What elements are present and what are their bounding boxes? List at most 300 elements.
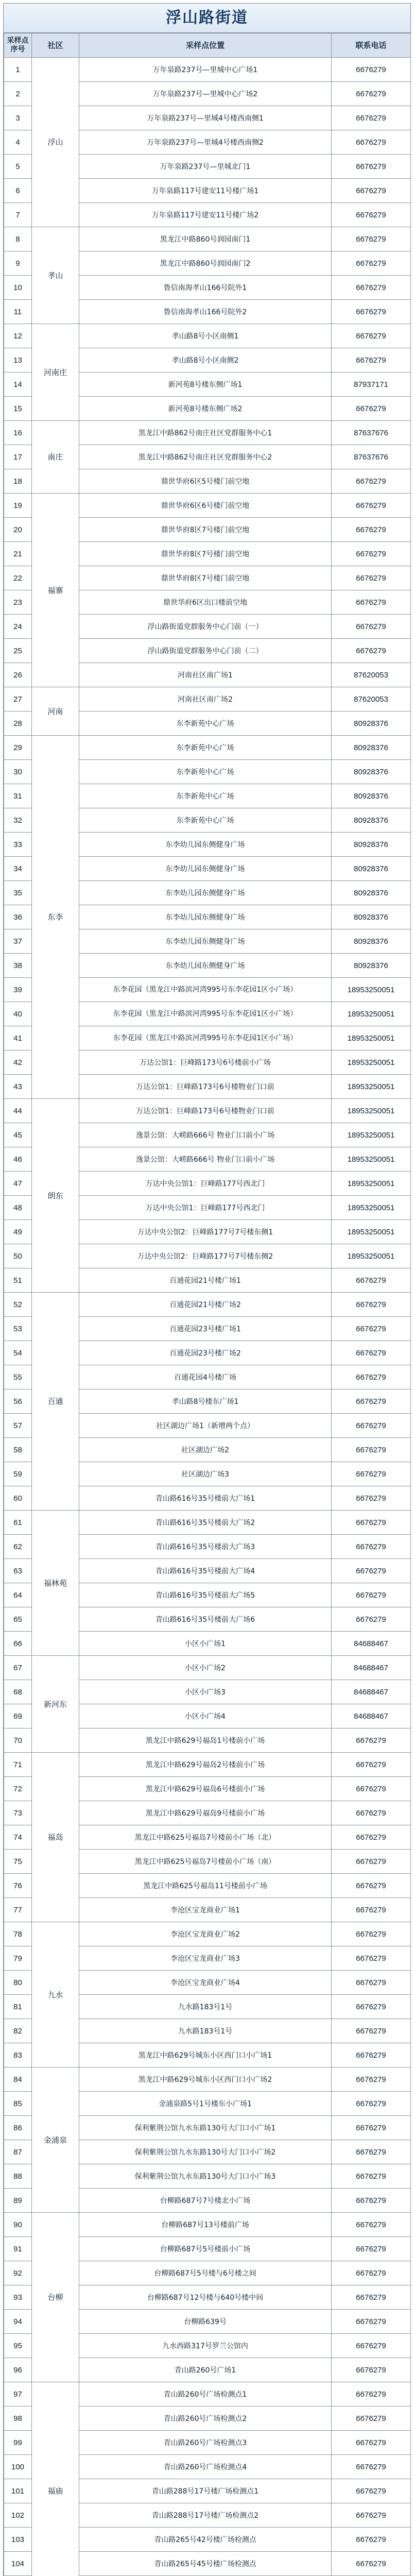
phone-cell: 18953250051 (332, 1196, 411, 1220)
phone-cell: 80928376 (332, 881, 411, 905)
location-cell: 黑龙江中路625号福岛11号楼前小广场 (79, 1874, 332, 1898)
row-number: 42 (4, 1050, 32, 1075)
row-number: 50 (4, 1244, 32, 1268)
location-cell: 百通花园23号楼广场2 (79, 1341, 332, 1365)
row-number: 20 (4, 518, 32, 542)
notice-page (3, 3, 411, 2576)
community-cell: 台柳 (32, 2213, 79, 2382)
row-number: 31 (4, 784, 32, 808)
row-number: 34 (4, 857, 32, 881)
phone-cell: 6676279 (332, 397, 411, 421)
row-number: 7 (4, 203, 32, 227)
location-cell: 李沧区宝龙商业广场3 (79, 1946, 332, 1971)
header-location: 采样点位置 (79, 33, 332, 58)
row-number: 59 (4, 1462, 32, 1486)
phone-cell: 6676279 (332, 1825, 411, 1850)
phone-cell: 6676279 (332, 1341, 411, 1365)
location-cell: 孝山路8号小区南侧1 (79, 324, 332, 348)
header-community: 社区 (32, 33, 79, 58)
row-number: 81 (4, 1995, 32, 2019)
location-cell: 小区小广场4 (79, 1704, 332, 1728)
location-cell: 保利紫荆公馆九水东路130号大门口小广场1 (79, 2116, 332, 2140)
phone-cell: 6676279 (332, 615, 411, 639)
table-row (4, 421, 411, 445)
phone-cell: 6676279 (332, 2503, 411, 2528)
row-number: 94 (4, 2310, 32, 2334)
row-number: 32 (4, 808, 32, 833)
location-cell: 万达中央公馆2：巨峰路177号7号楼东侧2 (79, 1244, 332, 1268)
row-number: 6 (4, 179, 32, 203)
phone-cell: 18953250051 (332, 1220, 411, 1244)
row-number: 16 (4, 421, 32, 445)
location-cell: 青山路616号35号楼前大广场5 (79, 1583, 332, 1607)
row-number: 48 (4, 1196, 32, 1220)
location-cell: 鼎世华府6区出口楼前空地 (79, 590, 332, 615)
phone-cell: 80928376 (332, 929, 411, 954)
phone-cell: 6676279 (332, 179, 411, 203)
phone-cell: 80928376 (332, 833, 411, 857)
row-number: 85 (4, 2092, 32, 2116)
phone-cell: 80928376 (332, 954, 411, 978)
community-cell: 金浦泉 (32, 2067, 79, 2213)
row-number: 104 (4, 2552, 32, 2576)
row-number: 58 (4, 1438, 32, 1462)
phone-cell: 6676279 (332, 1971, 411, 1995)
row-number: 25 (4, 639, 32, 663)
location-cell: 东李花园（黑龙江中路滨河湾995号东李花园1区小广场） (79, 1026, 332, 1050)
location-cell: 台柳路687号5号楼前小广场 (79, 2237, 332, 2261)
row-number: 52 (4, 1293, 32, 1317)
phone-cell: 6676279 (332, 2334, 411, 2358)
location-cell: 万达中央公馆1：巨峰路177号西北门 (79, 1196, 332, 1220)
row-number: 63 (4, 1559, 32, 1583)
row-number: 15 (4, 397, 32, 421)
location-cell: 小区小广场3 (79, 1680, 332, 1704)
row-number: 26 (4, 663, 32, 687)
phone-cell: 18953250051 (332, 978, 411, 1002)
row-number: 53 (4, 1317, 32, 1341)
phone-cell: 6676279 (332, 2528, 411, 2552)
header-phone: 联系电话 (332, 33, 411, 58)
row-number: 41 (4, 1026, 32, 1050)
row-number: 80 (4, 1971, 32, 1995)
table-row (4, 1656, 411, 1680)
location-cell: 黑龙江中路625号福岛7号楼前小广场（南） (79, 1850, 332, 1874)
phone-cell: 6676279 (332, 1728, 411, 1753)
phone-cell: 6676279 (332, 2261, 411, 2285)
location-cell: 东李花园（黑龙江中路滨河湾995号东李花园1区小广场） (79, 978, 332, 1002)
phone-cell: 84688467 (332, 1704, 411, 1728)
phone-cell: 6676279 (332, 469, 411, 494)
phone-cell: 6676279 (332, 348, 411, 372)
phone-cell: 87620053 (332, 687, 411, 711)
phone-cell: 6676279 (332, 1583, 411, 1607)
location-cell: 万达中央公馆2：巨峰路177号7号楼东侧1 (79, 1220, 332, 1244)
phone-cell: 6676279 (332, 155, 411, 179)
row-number: 84 (4, 2067, 32, 2092)
row-number: 21 (4, 542, 32, 566)
location-cell: 青山路616号35号楼前大广场3 (79, 1535, 332, 1559)
table-row (4, 2213, 411, 2237)
table-row (4, 324, 411, 348)
location-cell: 万年泉路237号—里城北门1 (79, 155, 332, 179)
community-cell: 朗东 (32, 1099, 79, 1293)
phone-cell: 6676279 (332, 1414, 411, 1438)
row-number: 71 (4, 1753, 32, 1777)
location-cell: 九水路183号1号 (79, 2019, 332, 2043)
location-cell: 李沧区宝龙商业广场1 (79, 1898, 332, 1922)
phone-cell: 87637676 (332, 445, 411, 469)
location-cell: 黑龙江中路629号城东小区西门口小广场1 (79, 2043, 332, 2067)
location-cell: 万年泉路117号建安11号楼广场2 (79, 203, 332, 227)
row-number: 60 (4, 1486, 32, 1511)
phone-cell: 6676279 (332, 2479, 411, 2503)
location-cell: 保利紫荆公馆九水东路130号大门口小广场3 (79, 2164, 332, 2189)
phone-cell: 87637676 (332, 421, 411, 445)
row-number: 17 (4, 445, 32, 469)
row-number: 102 (4, 2503, 32, 2528)
phone-cell: 6676279 (332, 1486, 411, 1511)
location-cell: 青山路260号广场检测点4 (79, 2455, 332, 2479)
location-cell: 百通花园23号楼广场1 (79, 1317, 332, 1341)
phone-cell: 18953250051 (332, 1244, 411, 1268)
location-cell: 万年泉路237号—里城中心广场2 (79, 82, 332, 106)
location-cell: 台柳路687号5号楼与6号楼之间 (79, 2261, 332, 2285)
location-cell: 东李新苑中心广场 (79, 784, 332, 808)
row-number: 37 (4, 929, 32, 954)
phone-cell: 6676279 (332, 1946, 411, 1971)
phone-cell: 6676279 (332, 1511, 411, 1535)
phone-cell: 6676279 (332, 1607, 411, 1632)
phone-cell: 6676279 (332, 2455, 411, 2479)
phone-cell: 80928376 (332, 760, 411, 784)
community-cell: 东李 (32, 736, 79, 1099)
table-row (4, 1922, 411, 1946)
row-number: 38 (4, 954, 32, 978)
location-cell: 青山路616号35号楼前大广场1 (79, 1486, 332, 1511)
location-cell: 社区湖边广场1（新增两个点） (79, 1414, 332, 1438)
row-number: 67 (4, 1656, 32, 1680)
location-cell: 黑龙江中路860号润园南门2 (79, 251, 332, 276)
location-cell: 逸景公馆：大崂路666号 物业门口前小广场 (79, 1147, 332, 1172)
community-cell: 福庙 (32, 2382, 79, 2576)
row-number: 19 (4, 494, 32, 518)
location-cell: 东李幼儿园东侧健身广场 (79, 905, 332, 929)
phone-cell: 6676279 (332, 1559, 411, 1583)
phone-cell: 6676279 (332, 300, 411, 324)
row-number: 95 (4, 2334, 32, 2358)
table-body (4, 58, 411, 2576)
phone-cell: 6676279 (332, 251, 411, 276)
location-cell: 鼎世华府6区5号楼门前空地 (79, 469, 332, 494)
row-number: 88 (4, 2164, 32, 2189)
phone-cell: 6676279 (332, 2213, 411, 2237)
phone-cell: 6676279 (332, 1268, 411, 1293)
location-cell: 浮山路街道党群服务中心门前（二） (79, 639, 332, 663)
location-cell: 黑龙江中路629号福岛2号楼前小广场 (79, 1753, 332, 1777)
location-cell: 东李幼儿园东侧健身广场 (79, 929, 332, 954)
location-cell: 青山路260号广场检测点1 (79, 2382, 332, 2406)
location-cell: 青山路260号广场1 (79, 2358, 332, 2382)
row-number: 18 (4, 469, 32, 494)
table-row (4, 1753, 411, 1777)
location-cell: 河南社区南广场2 (79, 687, 332, 711)
location-cell: 青山路616号35号楼前大广场2 (79, 1511, 332, 1535)
row-number: 91 (4, 2237, 32, 2261)
row-number: 30 (4, 760, 32, 784)
phone-cell: 80928376 (332, 808, 411, 833)
location-cell: 黑龙江中路629号福岛6号楼前小广场 (79, 1777, 332, 1801)
row-number: 101 (4, 2479, 32, 2503)
location-cell: 黑龙江中路862号南庄社区党群服务中心2 (79, 445, 332, 469)
row-number: 87 (4, 2140, 32, 2164)
location-cell: 万年泉路237号—里城中心广场1 (79, 58, 332, 82)
location-cell: 黑龙江中路625号福岛7号楼前小广场（北） (79, 1825, 332, 1850)
row-number: 22 (4, 566, 32, 590)
row-number: 61 (4, 1511, 32, 1535)
location-cell: 社区湖边广场3 (79, 1462, 332, 1486)
row-number: 49 (4, 1220, 32, 1244)
row-number: 51 (4, 1268, 32, 1293)
community-cell: 南庄 (32, 421, 79, 494)
table-row (4, 494, 411, 518)
phone-cell: 6676279 (332, 2140, 411, 2164)
row-number: 47 (4, 1172, 32, 1196)
phone-cell: 6676279 (332, 2406, 411, 2431)
phone-cell: 6676279 (332, 130, 411, 155)
phone-cell: 87937171 (332, 372, 411, 397)
row-number: 69 (4, 1704, 32, 1728)
row-number: 3 (4, 106, 32, 130)
location-cell: 鼎世华府8区7号楼门前空地 (79, 542, 332, 566)
community-cell: 九水 (32, 1922, 79, 2067)
community-cell: 福林苑 (32, 1511, 79, 1656)
community-cell: 河南庄 (32, 324, 79, 421)
location-cell: 金浦泉路5号1号楼东小广场1 (79, 2092, 332, 2116)
table-row (4, 2382, 411, 2406)
phone-cell: 6676279 (332, 2552, 411, 2576)
location-cell: 黑龙江中路629号福岛9号楼前小广场 (79, 1801, 332, 1825)
phone-cell: 6676279 (332, 276, 411, 300)
section-fushanlu (3, 3, 411, 2576)
location-cell: 青山路260号广场检测点2 (79, 2406, 332, 2431)
location-cell: 万达公馆1：巨峰路173号6号楼物业门口前 (79, 1099, 332, 1123)
location-cell: 浮山路街道党群服务中心门前（一） (79, 615, 332, 639)
phone-cell: 6676279 (332, 2310, 411, 2334)
phone-cell: 6676279 (332, 324, 411, 348)
phone-cell: 6676279 (332, 2431, 411, 2455)
location-cell: 鼎世华府8区7号楼门前空地 (79, 518, 332, 542)
row-number: 75 (4, 1850, 32, 1874)
phone-cell: 6676279 (332, 518, 411, 542)
location-cell: 逸景公馆：大崂路666号 物业门口前小广场 (79, 1123, 332, 1147)
row-number: 97 (4, 2382, 32, 2406)
row-number: 27 (4, 687, 32, 711)
row-number: 12 (4, 324, 32, 348)
location-cell: 台柳路687号7号楼北小广场 (79, 2189, 332, 2213)
table-row (4, 1511, 411, 1535)
location-cell: 李沧区宝龙商业广场2 (79, 1922, 332, 1946)
phone-cell: 6676279 (332, 2116, 411, 2140)
location-cell: 黑龙江中路629号福岛1号楼前小广场 (79, 1728, 332, 1753)
phone-cell: 6676279 (332, 1874, 411, 1898)
phone-cell: 6676279 (332, 1389, 411, 1414)
community-cell: 浮山 (32, 58, 79, 227)
row-number: 14 (4, 372, 32, 397)
phone-cell: 6676279 (332, 58, 411, 82)
row-number: 33 (4, 833, 32, 857)
location-cell: 小区小广场2 (79, 1656, 332, 1680)
phone-cell: 87620053 (332, 663, 411, 687)
phone-cell: 80928376 (332, 736, 411, 760)
location-cell: 东李幼儿园东侧健身广场 (79, 881, 332, 905)
location-cell: 青山路288号17号楼广场检测点1 (79, 2479, 332, 2503)
location-cell: 社区湖边广场2 (79, 1438, 332, 1462)
phone-cell: 18953250051 (332, 1123, 411, 1147)
location-cell: 青山路265号45号楼广场检测点 (79, 2552, 332, 2576)
phone-cell: 6676279 (332, 1317, 411, 1341)
phone-cell: 18953250051 (332, 1099, 411, 1123)
phone-cell: 6676279 (332, 1462, 411, 1486)
phone-cell: 6676279 (332, 2043, 411, 2067)
phone-cell: 6676279 (332, 1535, 411, 1559)
location-cell: 青山路260号广场检测点3 (79, 2431, 332, 2455)
location-cell: 青山路616号35号楼前大广场4 (79, 1559, 332, 1583)
phone-cell: 6676279 (332, 2019, 411, 2043)
phone-cell: 84688467 (332, 1680, 411, 1704)
phone-cell: 6676279 (332, 2237, 411, 2261)
location-cell: 东李幼儿园东侧健身广场 (79, 954, 332, 978)
row-number: 1 (4, 58, 32, 82)
row-number: 10 (4, 276, 32, 300)
row-number: 35 (4, 881, 32, 905)
row-number: 89 (4, 2189, 32, 2213)
row-number: 39 (4, 978, 32, 1002)
location-cell: 百通花园21号楼广场2 (79, 1293, 332, 1317)
phone-cell: 6676279 (332, 2189, 411, 2213)
phone-cell: 6676279 (332, 2382, 411, 2406)
phone-cell: 6676279 (332, 1922, 411, 1946)
row-number: 8 (4, 227, 32, 251)
phone-cell: 6676279 (332, 1753, 411, 1777)
row-number: 90 (4, 2213, 32, 2237)
location-cell: 东李幼儿园东侧健身广场 (79, 833, 332, 857)
phone-cell: 18953250051 (332, 1002, 411, 1026)
location-cell: 青山路616号35号楼前大广场6 (79, 1607, 332, 1632)
phone-cell: 18953250051 (332, 1075, 411, 1099)
table-row (4, 1099, 411, 1123)
location-cell: 孝山路8号楼东广场1 (79, 1389, 332, 1414)
phone-cell: 6676279 (332, 1438, 411, 1462)
phone-cell: 80928376 (332, 905, 411, 929)
phone-cell: 6676279 (332, 2164, 411, 2189)
location-cell: 鲁信南海孝山166号院外1 (79, 276, 332, 300)
row-number: 44 (4, 1099, 32, 1123)
phone-cell: 6676279 (332, 1801, 411, 1825)
location-cell: 黑龙江中路862号南庄社区党群服务中心1 (79, 421, 332, 445)
row-number: 70 (4, 1728, 32, 1753)
row-number: 5 (4, 155, 32, 179)
location-cell: 鼎世华府8区7号楼门前空地 (79, 566, 332, 590)
row-number: 86 (4, 2116, 32, 2140)
row-number: 68 (4, 1680, 32, 1704)
table-row (4, 58, 411, 82)
row-number: 28 (4, 711, 32, 736)
phone-cell: 84688467 (332, 1656, 411, 1680)
phone-cell: 6676279 (332, 639, 411, 663)
location-cell: 东李新苑中心广场 (79, 736, 332, 760)
location-cell: 东李新苑中心广场 (79, 760, 332, 784)
row-number: 55 (4, 1365, 32, 1389)
location-cell: 万年泉路117号建安11号楼广场1 (79, 179, 332, 203)
row-number: 65 (4, 1607, 32, 1632)
row-number: 92 (4, 2261, 32, 2285)
row-number: 40 (4, 1002, 32, 1026)
phone-cell: 18953250051 (332, 1026, 411, 1050)
row-number: 103 (4, 2528, 32, 2552)
phone-cell: 6676279 (332, 106, 411, 130)
row-number: 43 (4, 1075, 32, 1099)
row-number: 96 (4, 2358, 32, 2382)
row-number: 93 (4, 2285, 32, 2310)
row-number: 76 (4, 1874, 32, 1898)
row-number: 100 (4, 2455, 32, 2479)
phone-cell: 6676279 (332, 566, 411, 590)
location-cell: 万年泉路237号—里城4号楼西南侧1 (79, 106, 332, 130)
location-cell: 小区小广场1 (79, 1632, 332, 1656)
phone-cell: 6676279 (332, 1850, 411, 1874)
row-number: 2 (4, 82, 32, 106)
row-number: 64 (4, 1583, 32, 1607)
row-number: 36 (4, 905, 32, 929)
row-number: 57 (4, 1414, 32, 1438)
row-number: 99 (4, 2431, 32, 2455)
location-cell: 鼎世华府6区6号楼门前空地 (79, 494, 332, 518)
row-number: 45 (4, 1123, 32, 1147)
row-number: 82 (4, 2019, 32, 2043)
community-cell: 孝山 (32, 227, 79, 324)
phone-cell: 6676279 (332, 542, 411, 566)
phone-cell: 6676279 (332, 2092, 411, 2116)
phone-cell: 80928376 (332, 784, 411, 808)
phone-cell: 6676279 (332, 1777, 411, 1801)
row-number: 4 (4, 130, 32, 155)
location-cell: 台柳路687号13号楼前广场 (79, 2213, 332, 2237)
location-cell: 百通花园4号楼广场 (79, 1365, 332, 1389)
location-cell: 河南社区南广场1 (79, 663, 332, 687)
row-number: 83 (4, 2043, 32, 2067)
community-cell: 福岛 (32, 1753, 79, 1922)
row-number: 79 (4, 1946, 32, 1971)
phone-cell: 6676279 (332, 494, 411, 518)
location-cell: 孝山路8号小区南侧2 (79, 348, 332, 372)
phone-cell: 18953250051 (332, 1050, 411, 1075)
table-row (4, 736, 411, 760)
row-number: 72 (4, 1777, 32, 1801)
phone-cell: 6676279 (332, 82, 411, 106)
phone-cell: 18953250051 (332, 1172, 411, 1196)
community-cell: 河南 (32, 687, 79, 736)
location-cell: 黑龙江中路860号润园南门1 (79, 227, 332, 251)
location-cell: 东李花园（黑龙江中路滨河湾995号东李花园1区小广场） (79, 1002, 332, 1026)
location-cell: 台柳路687号12号楼与640号楼中间 (79, 2285, 332, 2310)
phone-cell: 6676279 (332, 227, 411, 251)
phone-cell: 6676279 (332, 2358, 411, 2382)
row-number: 29 (4, 736, 32, 760)
phone-cell: 6676279 (332, 1995, 411, 2019)
row-number: 77 (4, 1898, 32, 1922)
community-cell: 福寨 (32, 494, 79, 687)
